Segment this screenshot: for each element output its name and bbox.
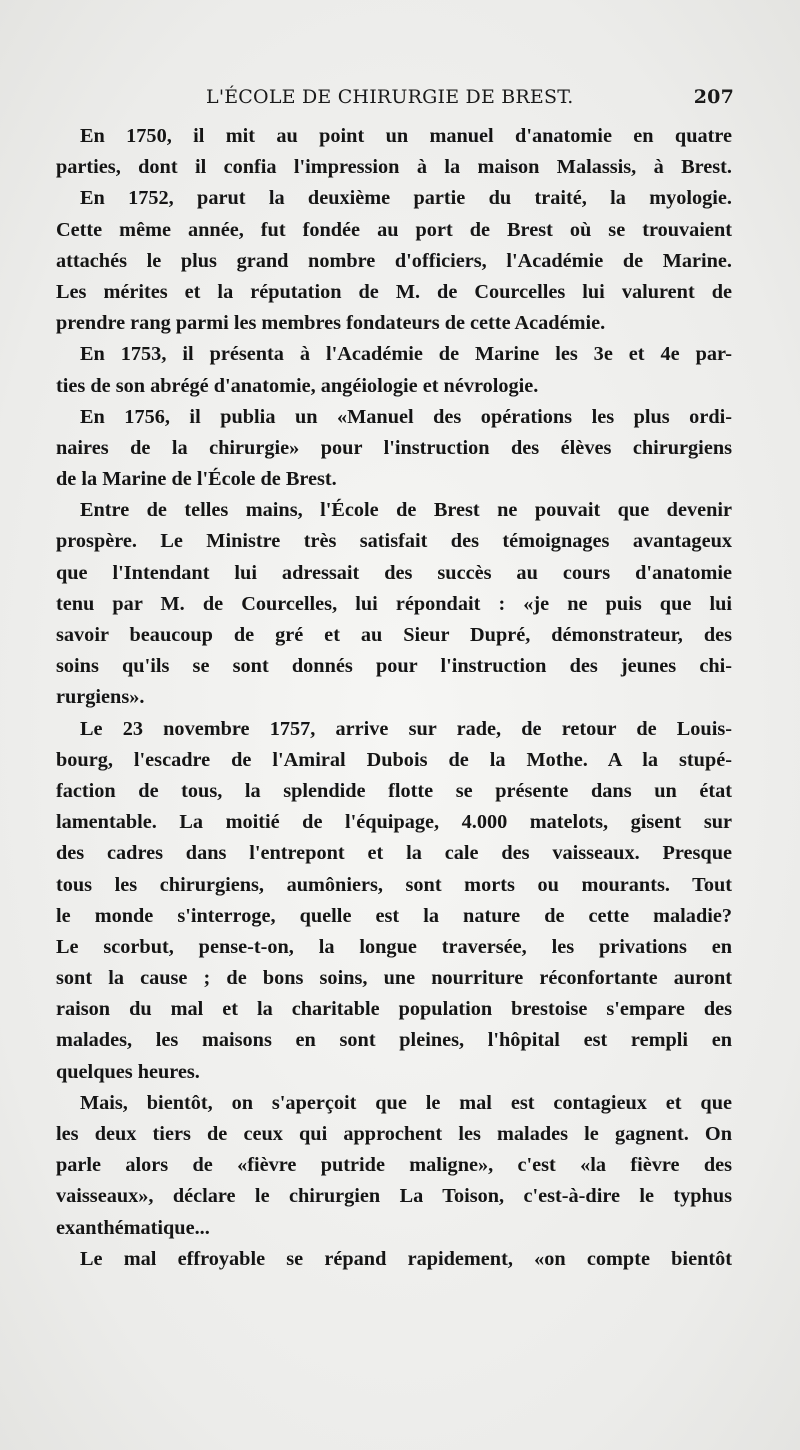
text-line: malades, les maisons en sont pleines, l'hôpital est rempli en [56, 1029, 732, 1052]
text-line: Le scorbut, pense-t-on, la longue traversée, les privations en [56, 935, 732, 958]
text-line: des cadres dans l'entrepont et la cale des vaisseaux. Presque [56, 842, 732, 865]
text-line: bourg, l'escadre de l'Amiral Dubois de la Mothe. A la stupé- [56, 748, 732, 771]
text-line: Cette même année, fut fondée au port de Brest où se trouvaient [56, 218, 732, 241]
text-line: Mais, bientôt, on s'aperçoit que le mal est contagieux et que [80, 1091, 732, 1114]
text-line: En 1752, parut la deuxième partie du traité, la myologie. [80, 187, 732, 210]
text-line: Les mérites et la réputation de M. de Courcelles lui valurent de [56, 280, 732, 303]
text-line: naires de la chirurgie» pour l'instruction des élèves chirurgiens [56, 436, 732, 459]
text-line: de la Marine de l'École de Brest. [56, 468, 337, 491]
text-line: les deux tiers de ceux qui approchent les malades le gagnent. On [56, 1123, 732, 1145]
text-line: En 1756, il publia un «Manuel des opérations les plus ordi- [80, 405, 732, 428]
text-line: le monde s'interroge, quelle est la nature de cette maladie? [56, 904, 732, 927]
text-line: attachés le plus grand nombre d'officiers, l'Académie de Marine. [56, 249, 732, 272]
text-line: En 1753, il présenta à l'Académie de Marine les 3e et 4e par- [80, 343, 732, 366]
text-line: sont la cause ; de bons soins, une nourriture réconfortante auront [56, 967, 732, 990]
text-line: savoir beaucoup de gré et au Sieur Dupré, démonstrateur, des [56, 624, 732, 646]
body-text [56, 121, 732, 1275]
text-line: tous les chirurgiens, aumôniers, sont morts ou mourants. Tout [56, 873, 732, 896]
running-title: L'ÉCOLE DE CHIRURGIE DE BREST. [206, 86, 574, 108]
text-line: rurgiens». [56, 686, 145, 709]
text-line: faction de tous, la splendide flotte se présente dans un état [56, 779, 732, 802]
text-line: parle alors de «fièvre putride maligne», c'est «la fièvre des [56, 1154, 732, 1177]
text-line: En 1750, il mit au point un manuel d'anatomie en quatre [80, 125, 732, 147]
page-number: 207 [693, 86, 734, 108]
text-line: exanthématique... [56, 1216, 210, 1239]
text-line: Le mal effroyable se répand rapidement, «on compte bientôt [80, 1247, 732, 1270]
text-line: que l'Intendant lui adressait des succès au cours d'anatomie [56, 561, 732, 584]
text-line: Le 23 novembre 1757, arrive sur rade, de retour de Louis- [80, 717, 732, 740]
page-header [56, 86, 734, 118]
text-line: soins qu'ils se sont donnés pour l'instruction des jeunes chi- [56, 655, 732, 678]
text-line: raison du mal et la charitable population brestoise s'empare des [56, 998, 732, 1021]
text-line: vaisseaux», déclare le chirurgien La Toison, c'est-à-dire le typhus [56, 1185, 732, 1208]
text-line: quelques heures. [56, 1060, 200, 1083]
text-line: lamentable. La moitié de l'équipage, 4.000 matelots, gisent sur [56, 811, 732, 834]
text-line: Entre de telles mains, l'École de Brest ne pouvait que devenir [80, 499, 732, 522]
text-line: parties, dont il confia l'impression à la maison Malassis, à Brest. [56, 156, 732, 179]
text-line: ties de son abrégé d'anatomie, angéiologie et névrologie. [56, 374, 539, 397]
text-line: tenu par M. de Courcelles, lui répondait : «je ne puis que lui [56, 592, 732, 615]
text-line: prendre rang parmi les membres fondateurs de cette Académie. [56, 312, 606, 335]
text-line: prospère. Le Ministre très satisfait des témoignages avantageux [56, 530, 732, 553]
